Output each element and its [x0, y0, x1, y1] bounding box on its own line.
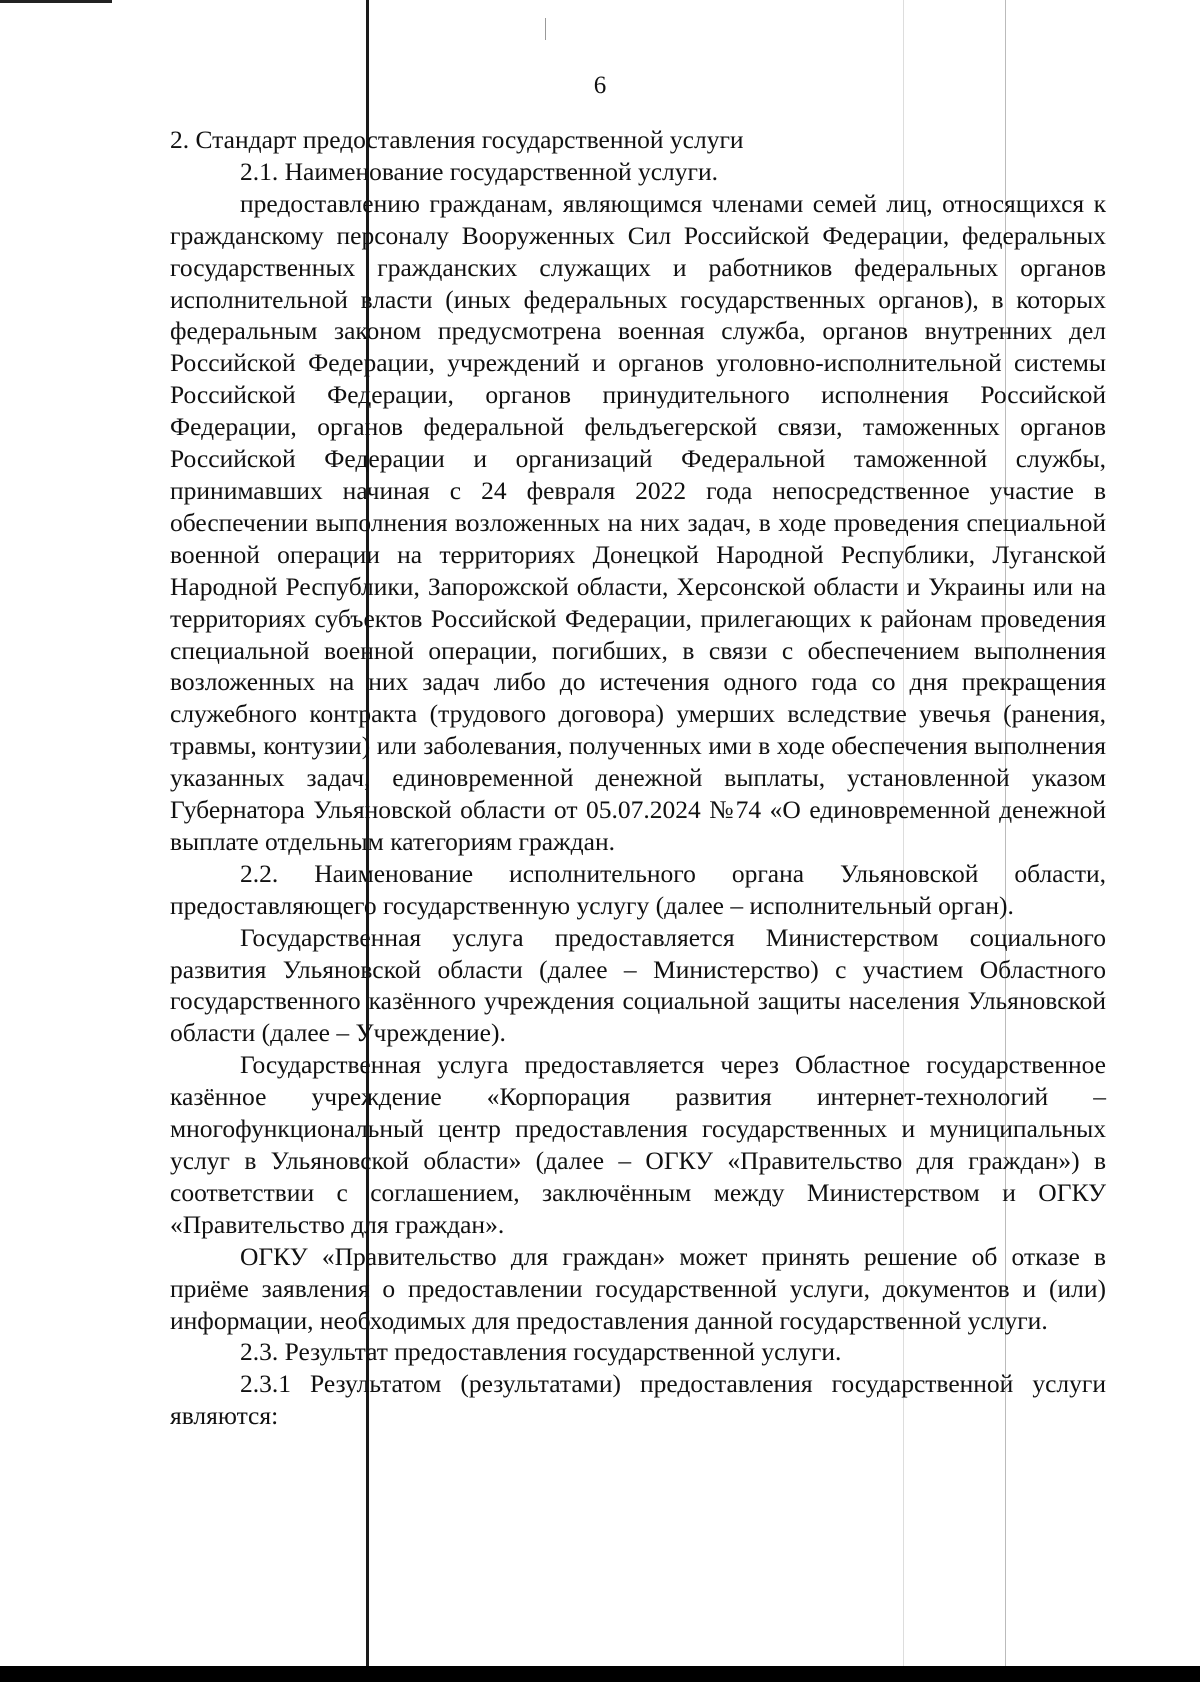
document-body [170, 124, 1106, 1432]
service-name-paragraph: предоставлению гражданам, являющимся членами семей лиц, относящихся к гражданскому персоналу Вооруженных Сил Российской Федерации, федеральных государственных гражданских служащих и работников федеральных органов исполнительной власти (иных федеральных государственных органов), в которых федеральным законом предусмотрена военная служба, органов внутренних дел Российской Федерации, учреждений и органов уголовно-исполнительной системы Российской Федерации, органов принудительного исполнения Российской Федерации, органов федеральной фельдъегерской связи, таможенных органов Российской Федерации и организаций Федеральной таможенной службы, принимавших начиная с 24 февраля 2022 года непосредственное участие в обеспечении выполнения возложенных на них задач, в ходе проведения специальной военной операции на территориях Донецкой Народной Республики, Луганской Народной Республики, Запорожской области, Херсонской области и Украины или на территориях субъектов Российской Федерации, прилегающих к районам проведения специальной военной операции, погибших, в связи с обеспечением выполнения возложенных на них задач либо до истечения одного года со дня прекращения служебного контракта (трудового договора) умерших вследствие увечья (ранения, травмы, контузии) или заболевания, полученных ими в ходе обеспечения выполнения указанных задач, единовременной денежной выплаты, установленной указом Губернатора Ульяновской области от 05.07.2024 №74 «О единовременной денежной выплате отдельным категориям граждан. [170, 188, 1106, 856]
clause-2-3-1: 2.3.1 Результатом (результатами) предоставления государственной услуги являются: [170, 1369, 1106, 1431]
page-number: 6 [593, 72, 607, 99]
clause-2-3: 2.3. Результат предоставления государственной услуги. [240, 1337, 842, 1367]
scan-artifact-top [0, 0, 112, 3]
ministry-paragraph: Государственная услуга предоставляется Министерством социального развития Ульяновской области (далее – Министерство) с участием Областного государственного казённого учреждения социальной защиты населения Ульяновской области (далее – Учреждение). [170, 922, 1106, 1048]
mfc-paragraph: Государственная услуга предоставляется через Областное государственное казённое учреждение «Корпорация развития интернет-технологий – многофункциональный центр предоставления государственных и муниципальных услуг в Ульяновской области» (далее – ОГКУ «Правительство для граждан») в соответствии с соглашением, заключённым между Министерством и ОГКУ «Правительство для граждан». [170, 1050, 1106, 1239]
scan-artifact-bottom [0, 1666, 1200, 1682]
clause-2-2: 2.2. Наименование исполнительного органа Ульяновской области, предоставляющего государственную услугу (далее – исполнительный орган). [170, 858, 1106, 920]
refusal-paragraph: ОГКУ «Правительство для граждан» может принять решение об отказе в приёме заявления о предоставлении государственной услуги, документов и (или) информации, необходимых для предоставления данной государственной услуги. [170, 1241, 1106, 1335]
section-title: 2. Стандарт предоставления государственной услуги [170, 125, 744, 154]
clause-2-1: 2.1. Наименование государственной услуги. [240, 156, 719, 186]
scan-mark [545, 18, 546, 40]
